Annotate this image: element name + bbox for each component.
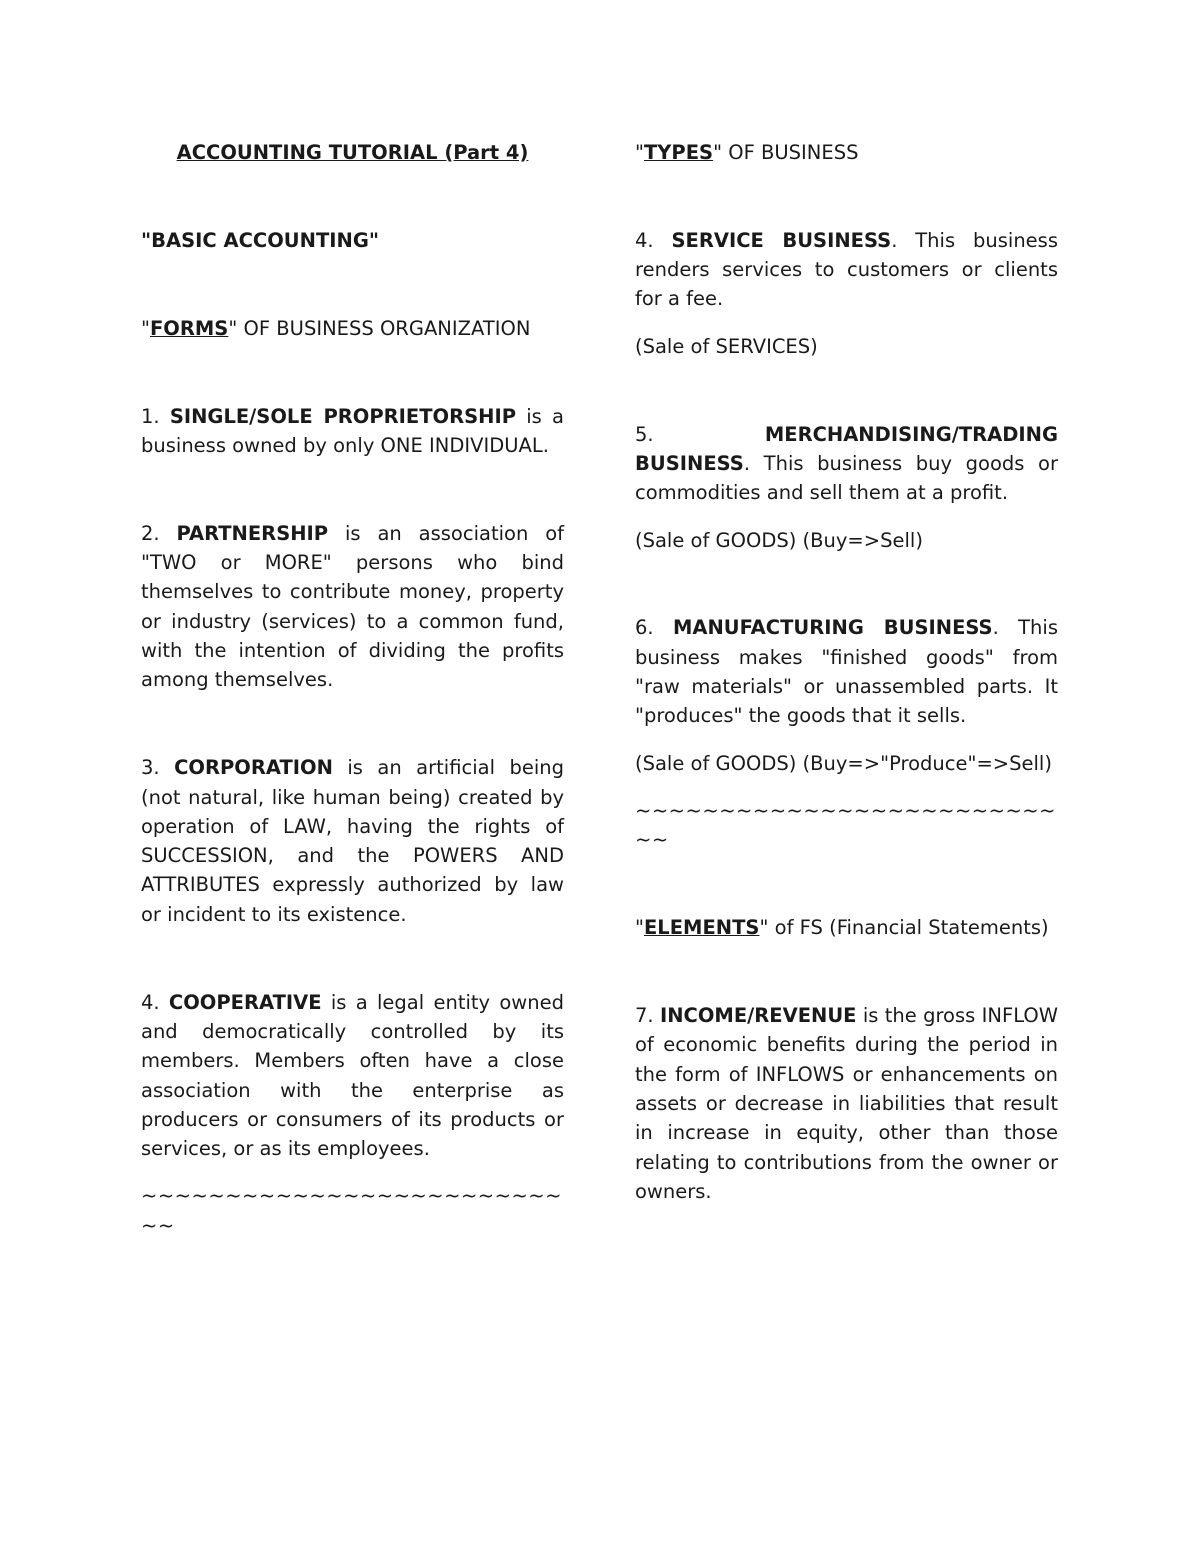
item-service-business: 4. SERVICE BUSINESS. This business renders services to customers or clients for a fee. (635, 228, 1058, 311)
note-manufacturing: (Sale of GOODS) (Buy=>"Produce"=>Sell) (635, 751, 1052, 775)
item-corporation: 3. CORPORATION is an artificial being (not natural, like human being) created by operation of LAW, having the rights of SUCCESSION, and the POWERS AND ATTRIBUTES expressly authorized by law or incident to its existence. (141, 756, 564, 926)
item-merchandising-business: 5. MERCHANDISING/TRADING BUSINESS. This business buy goods or commodities and sell them at a profit. (635, 422, 1058, 505)
item-partnership: 2. PARTNERSHIP is an association of "TWO or MORE" persons who bind themselves to contribute money, property or industry (services) to a common fund, with the intention of dividing the profits among themselves. (141, 521, 564, 692)
item-manufacturing-business: 6. MANUFACTURING BUSINESS. This business makes "finished goods" from "raw materials" or unassembled parts. It "produces" the goods that it sells. (635, 616, 1058, 728)
elements-heading: "ELEMENTS" of FS (Financial Statements) (635, 916, 1049, 940)
page-title: ACCOUNTING TUTORIAL (Part 4) (176, 141, 529, 164)
item-income-revenue: 7. INCOME/REVENUE is the gross INFLOW of economic benefits during the period in the form of INFLOWS or enhancements on assets or decrease in liabilities that result in increase in equity, other than those relating to contributions from the owner or owners. (635, 1004, 1058, 1203)
divider-tilde-right: ~~~~~~~~~~~~~~~~~~~~~~~~~~~ (635, 798, 1056, 852)
note-service: (Sale of SERVICES) (635, 334, 818, 358)
left-column (141, 138, 564, 1240)
divider-tilde: ~~~~~~~~~~~~~~~~~~~~~~~~~~~ (141, 1184, 562, 1237)
types-heading: "TYPES" OF BUSINESS (635, 141, 859, 164)
item-cooperative: 4. COOPERATIVE is a legal entity owned and democratically controlled by its members. Members often have a close association with the enterprise as producers or consumers of its products or services, or as its employees. (141, 990, 564, 1161)
right-column (635, 138, 1058, 1206)
item-sole-proprietorship: 1. SINGLE/SOLE PROPRIETORSHIP is a business owned by only ONE INDIVIDUAL. (141, 404, 564, 457)
note-merchandising: (Sale of GOODS) (Buy=>Sell) (635, 528, 923, 552)
subtitle: "BASIC ACCOUNTING" (141, 228, 379, 252)
forms-heading: "FORMS" OF BUSINESS ORGANIZATION (141, 316, 531, 340)
